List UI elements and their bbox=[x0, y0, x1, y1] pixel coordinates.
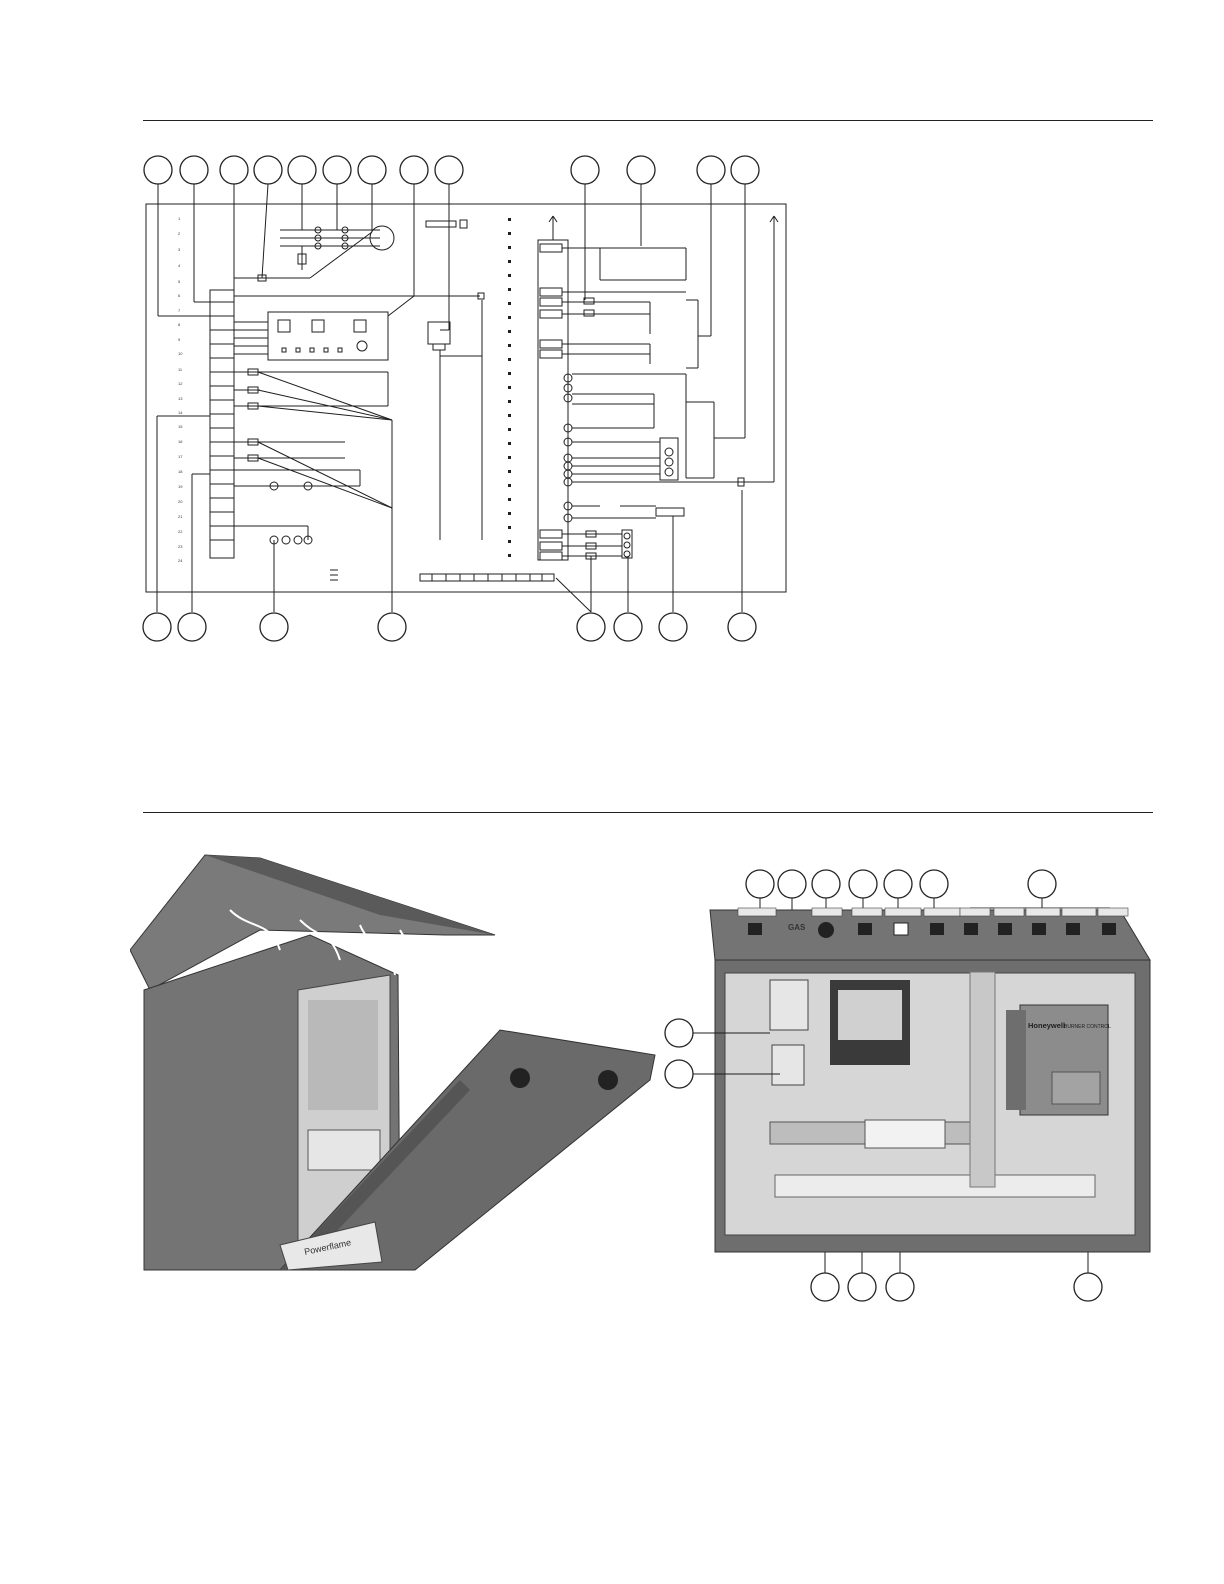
callout-circle-icon bbox=[435, 156, 463, 184]
callout-row-top bbox=[144, 156, 759, 184]
row-number: 23 bbox=[178, 544, 183, 549]
row-number: 10 bbox=[178, 351, 183, 356]
row-number: 22 bbox=[178, 529, 183, 534]
row-number: 8 bbox=[178, 322, 181, 327]
row-number: 15 bbox=[178, 424, 183, 429]
row-number: 24 bbox=[178, 558, 183, 563]
callout-circle-icon bbox=[260, 613, 288, 641]
row-number: 4 bbox=[178, 263, 181, 268]
callout-circle-icon bbox=[659, 613, 687, 641]
row-number: 2 bbox=[178, 231, 181, 236]
gas-label: GAS bbox=[788, 923, 806, 932]
row-number: 13 bbox=[178, 396, 183, 401]
callout-circle-icon bbox=[254, 156, 282, 184]
row-number: 14 bbox=[178, 410, 183, 415]
callout-circle-icon bbox=[697, 156, 725, 184]
row-number: 7 bbox=[178, 308, 181, 313]
row-number: 18 bbox=[178, 469, 183, 474]
row-number: 12 bbox=[178, 381, 183, 386]
honeywell-brand: Honeywell bbox=[1028, 1021, 1066, 1030]
middle-rule bbox=[143, 812, 1153, 813]
callout-circle-icon bbox=[323, 156, 351, 184]
callout-circle-icon bbox=[778, 870, 806, 898]
callout-row-bottom bbox=[143, 613, 756, 641]
diagram-frame bbox=[146, 204, 786, 592]
row-number: 9 bbox=[178, 337, 181, 342]
row-number: 5 bbox=[178, 279, 181, 284]
callout-circle-icon bbox=[728, 613, 756, 641]
callout-circle-icon bbox=[144, 156, 172, 184]
row-number: 17 bbox=[178, 454, 183, 459]
callout-circle-icon bbox=[571, 156, 599, 184]
open-enclosure-photo bbox=[130, 850, 660, 1280]
burner-control-label: BURNER CONTROL bbox=[1064, 1024, 1111, 1030]
row-number: 6 bbox=[178, 293, 181, 298]
front-panel-photo bbox=[660, 860, 1160, 1310]
callout-circle-icon bbox=[1028, 870, 1056, 898]
row-number: 16 bbox=[178, 439, 183, 444]
callout-circle-icon bbox=[220, 156, 248, 184]
wiring-diagram-svg bbox=[0, 0, 1224, 700]
row-number: 20 bbox=[178, 499, 183, 504]
callout-circle-icon bbox=[400, 156, 428, 184]
callout-circle-icon bbox=[920, 870, 948, 898]
row-number: 3 bbox=[178, 247, 181, 252]
callout-circle-icon bbox=[358, 156, 386, 184]
row-number: 21 bbox=[178, 514, 183, 519]
row-number: 19 bbox=[178, 484, 183, 489]
callout-circle-icon bbox=[849, 870, 877, 898]
callout-circle-icon bbox=[731, 156, 759, 184]
callout-circle-icon bbox=[627, 156, 655, 184]
callout-circle-icon bbox=[180, 156, 208, 184]
row-numbers bbox=[178, 216, 183, 563]
nameplate-text: Powerflame bbox=[303, 1237, 352, 1257]
callout-circle-icon bbox=[884, 870, 912, 898]
callout-circle-icon bbox=[178, 613, 206, 641]
callout-circle-icon bbox=[288, 156, 316, 184]
wiring-diagram-figure bbox=[0, 0, 1224, 700]
callout-circle-icon bbox=[577, 613, 605, 641]
callout-circle-icon bbox=[746, 870, 774, 898]
callout-circle-icon bbox=[143, 613, 171, 641]
row-number: 1 bbox=[178, 216, 181, 221]
row-number: 11 bbox=[178, 367, 183, 372]
callout-circle-icon bbox=[378, 613, 406, 641]
callout-circle-icon bbox=[614, 613, 642, 641]
callout-circle-icon bbox=[812, 870, 840, 898]
